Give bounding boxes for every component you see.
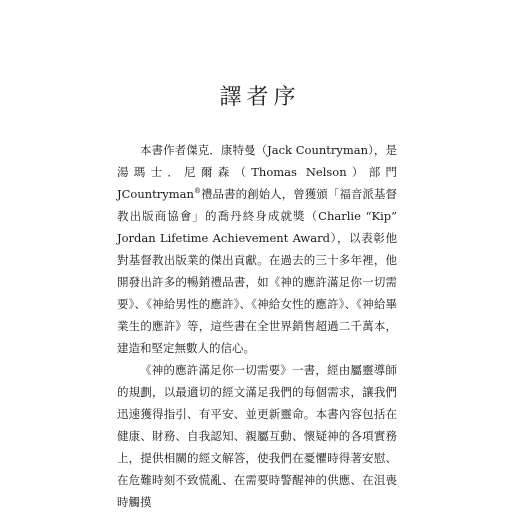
paragraph-1	[117, 139, 397, 359]
paragraph-1-text-before-sup: 本書作者傑克．康特曼（Jack Countryman），是湯瑪士．尼爾森（Thomas Nelson）部門JCountryman	[117, 143, 397, 201]
paragraph-1-text-after-sup: 禮品書的創始人，曾獲頒「福音派基督教出版商協會」的喬丹終身成就獎（Charlie “Kip” Jordan Lifetime Achievement Award），以表彰他對基督教出版業的傑出貢獻。在過去的三十多年裡，他開發出許多的暢銷禮品書，如《神的應許滿足你一切需要》、《神給男性的應許》、《神給女性的應許》、《神給畢業生的應許》等，這些書在全世界銷售超過二千萬本，建造和堅定無數人的信心。	[117, 187, 397, 355]
page-title: 譯者序	[219, 85, 301, 110]
body-text	[117, 139, 397, 513]
paragraph-2: 《神的應許滿足你一切需要》一書，經由屬靈導師的規劃，以最適切的經文滿足我們的每個需求，讓我們迅速獲得指引、有平安、並更新靈命。本書內容包括在健康、財務、自我認知、親屬互動、懷疑神的各項實務上，提供相關的經文解答，使我們在憂懼時得著安慰、在危難時刻不致慌亂、在需要時警醒神的供應、在沮喪時觸摸	[117, 363, 397, 509]
registered-mark: ®	[193, 187, 201, 196]
